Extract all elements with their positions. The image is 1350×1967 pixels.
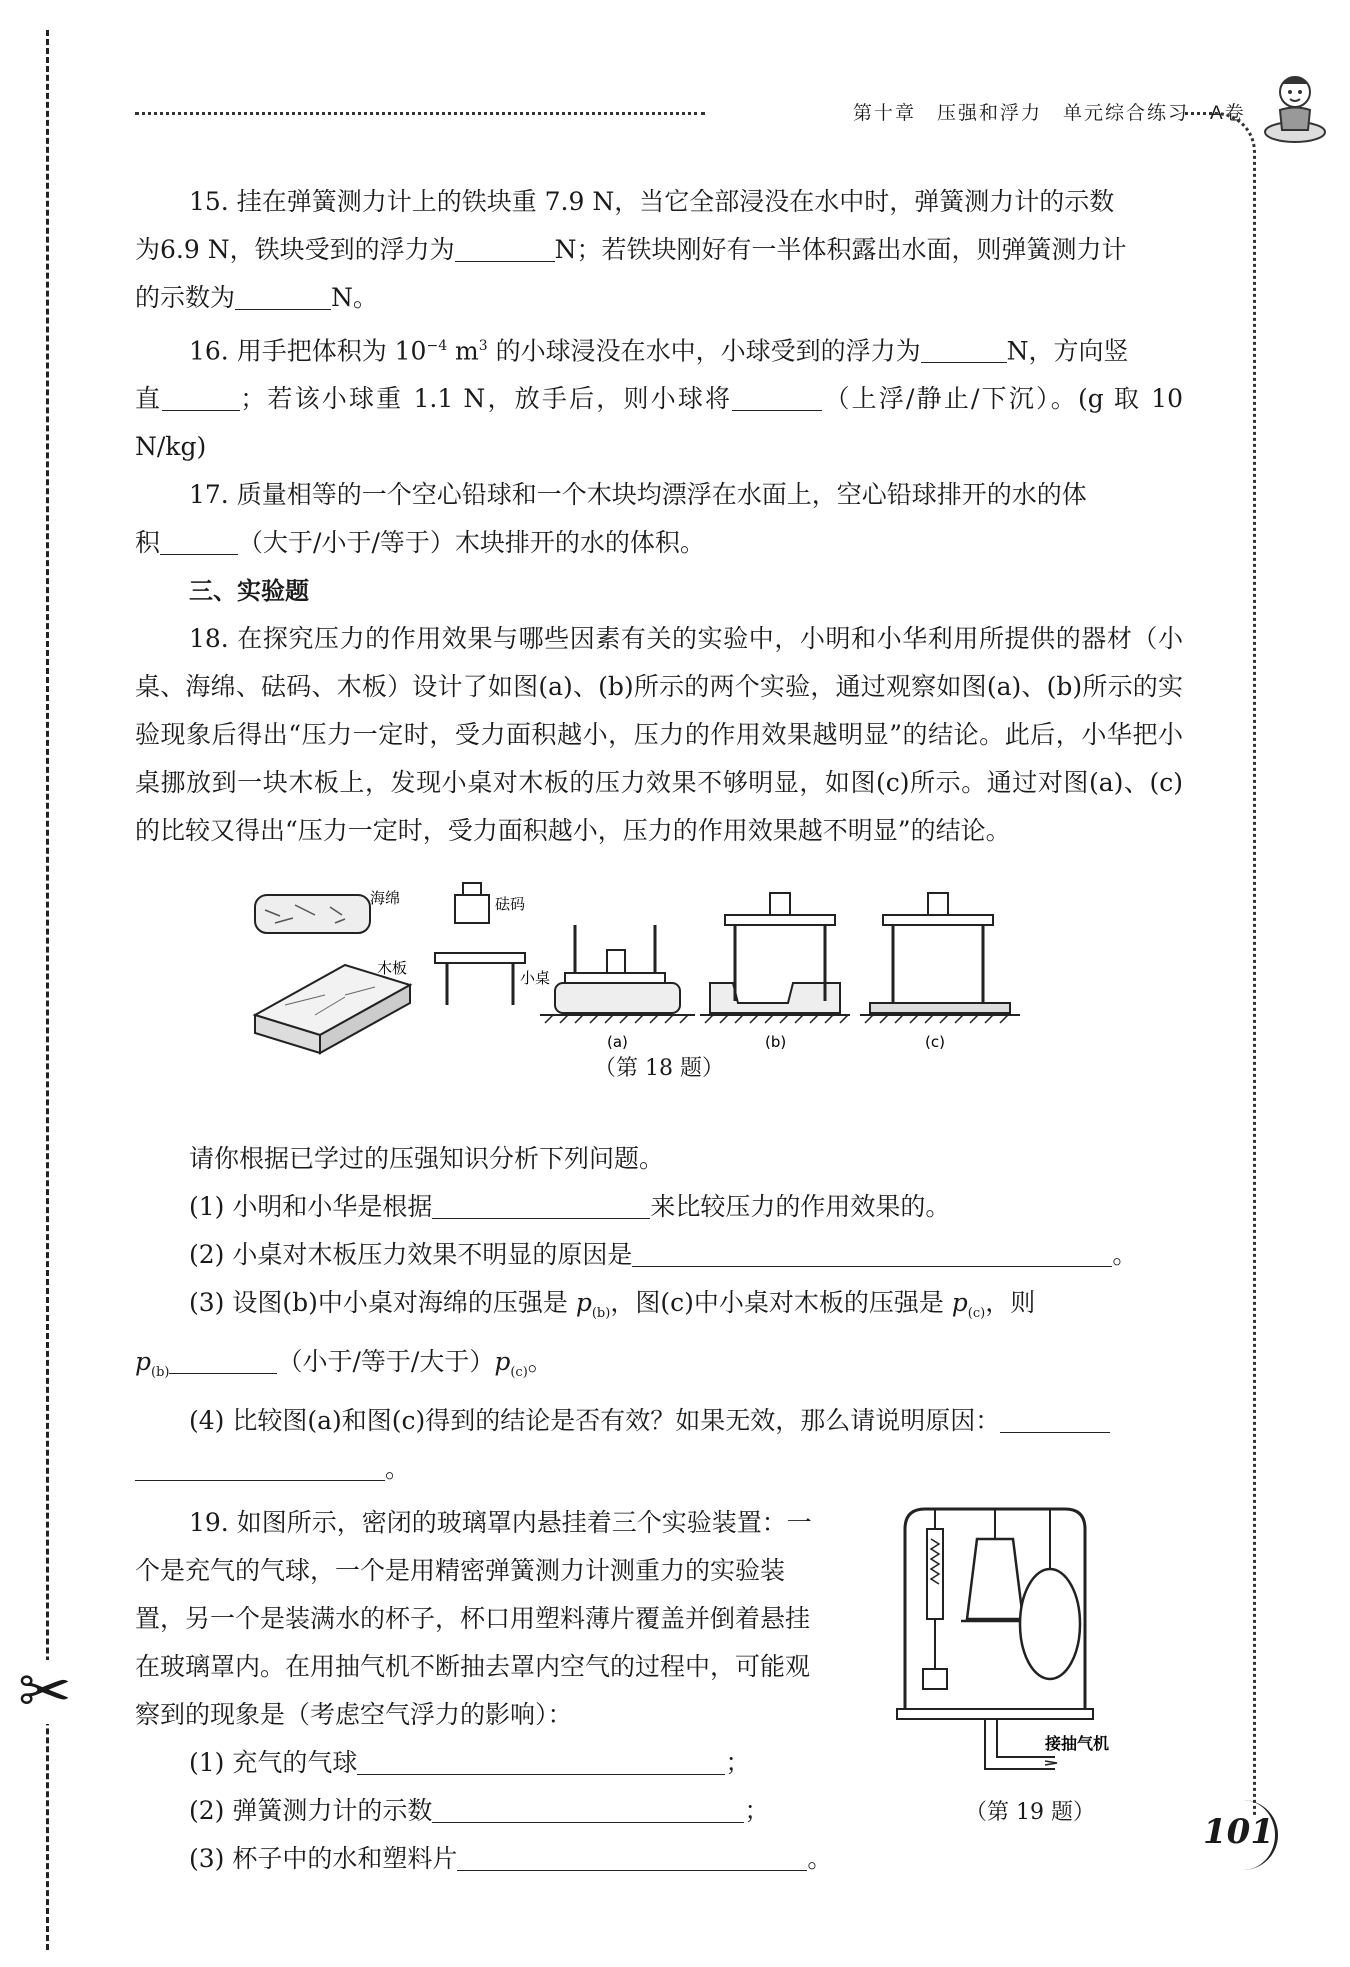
answer-blank[interactable] xyxy=(732,380,822,411)
q18-sub4-cont: 。 xyxy=(135,1445,1183,1493)
weight-top xyxy=(463,883,481,895)
fig-c-weight xyxy=(928,893,948,915)
q17-line2: 积 （大于/小于/等于）木块排开的水的体积。 xyxy=(135,519,1183,567)
jar-base xyxy=(897,1709,1093,1719)
fig-b-table-top xyxy=(725,915,835,925)
fig18-caption: （第 18 题） xyxy=(594,1056,724,1082)
q19-line2: 个是充气的气球，一个是用精密弹簧测力计测重力的实验装 xyxy=(135,1556,786,1586)
balloon xyxy=(1020,1569,1080,1679)
label-board: 木板 xyxy=(377,959,408,978)
fig19 xyxy=(895,1499,1165,1829)
label-table: 小桌 xyxy=(520,969,551,988)
label-pump: 接抽气机 xyxy=(1045,1734,1110,1754)
mascot-icon xyxy=(1260,70,1330,150)
q19-sub1: (1) 充气的气球 ； xyxy=(135,1739,929,1787)
label-a: (a) xyxy=(607,1033,628,1052)
q19-line4: 在玻璃罩内。在用抽气机不断抽去罩内空气的过程中，可能观 xyxy=(135,1652,811,1682)
section-title: 三、实验题 xyxy=(189,577,309,606)
answer-blank[interactable] xyxy=(169,1343,277,1374)
weight-block xyxy=(923,1669,947,1689)
right-dotted-border xyxy=(1185,112,1256,1815)
page-number-area xyxy=(1175,1800,1275,1870)
fig-c-table-top xyxy=(883,915,993,925)
q17-line1: 17. 质量相等的一个空心铅球和一个木块均漂浮在水面上，空心铅球排开的水的体 xyxy=(189,480,1087,510)
page-content xyxy=(135,178,1183,1883)
q18-sub3: (3) 设图(b)中小桌对海绵的压强是 $p_{(b)}$，图(c)中小桌对木板的压强是 $p_{(c)}$，则 xyxy=(189,1288,1036,1322)
answer-blank[interactable] xyxy=(160,524,238,555)
q16-line2: 直 ；若该小球重 1.1 N，放手后，则小球将 （上浮/静止/下沉）。(g 取 10 N/kg) xyxy=(135,375,1183,471)
fig19-caption: （第 19 题） xyxy=(965,1800,1095,1826)
fig18 xyxy=(135,865,1183,1165)
q19-line5: 察到的现象是（考虑空气浮力的影响）： xyxy=(135,1700,573,1730)
answer-blank[interactable] xyxy=(235,279,331,310)
answer-blank[interactable] xyxy=(432,1188,650,1219)
q18-sub2: (2) 小桌对木板压力效果不明显的原因是 。 xyxy=(135,1231,1183,1279)
q19-sub3: (3) 杯子中的水和塑料片 。 xyxy=(135,1835,929,1883)
fig-c-board xyxy=(870,1003,1010,1013)
q15-line1: 15. 挂在弹簧测力计上的铁块重 7.9 N，当它全部浸没在水中时，弹簧测力计的示数 xyxy=(189,187,1115,216)
label-b: (b) xyxy=(765,1033,787,1052)
q18-sub4: (4) 比较图(a)和图(c)得到的结论是否有效？如果无效，那么请说明原因： xyxy=(135,1397,1183,1445)
answer-blank[interactable] xyxy=(455,231,555,262)
page-header xyxy=(135,98,1255,138)
table-top xyxy=(435,953,525,963)
fig-a-hatch xyxy=(545,1015,688,1023)
q18-intro: 请你根据已学过的压强知识分析下列问题。 xyxy=(189,1144,665,1174)
fig-b-weight xyxy=(770,893,790,915)
answer-blank[interactable] xyxy=(632,1236,1112,1267)
q19-line1: 19. 如图所示，密闭的玻璃罩内悬挂着三个实验装置：一 xyxy=(189,1508,812,1538)
answer-blank[interactable] xyxy=(921,332,1007,363)
fig-a-sponge xyxy=(555,983,680,1013)
q18-sub1: (1) 小明和小华是根据 来比较压力的作用效果的。 xyxy=(135,1183,1183,1231)
q15-line2: 为6.9 N，铁块受到的浮力为 N；若铁块刚好有一半体积露出水面，则弹簧测力计 xyxy=(135,226,1183,274)
q19 xyxy=(135,1499,1183,1883)
weight-body xyxy=(455,895,489,923)
answer-blank[interactable] xyxy=(135,1450,385,1481)
q18-sub3-cont: $p_{(b)}$ （小于/等于/大于）$p_{(c)}$。 xyxy=(135,1338,1183,1397)
scissors-icon: ✂ xyxy=(18,1655,72,1729)
answer-blank[interactable] xyxy=(162,380,240,411)
header-dotted-rule xyxy=(135,112,705,115)
answer-blank[interactable] xyxy=(357,1744,725,1775)
label-sponge: 海绵 xyxy=(370,889,401,908)
fig-a-table-top xyxy=(565,973,665,983)
arrow-icon xyxy=(1045,1761,1057,1765)
label-weight: 砝码 xyxy=(495,895,526,914)
q19-sub2: (2) 弹簧测力计的示数 ； xyxy=(135,1787,929,1835)
fig-c-hatch xyxy=(865,1015,1008,1023)
q15-line3: 的示数为 N。 xyxy=(135,274,1183,322)
q16-line1: 16. 用手把体积为 $10^{-4}$ $m^3$ 的小球浸没在水中，小球受到的浮力为 N，方向竖 xyxy=(135,322,1183,375)
answer-blank[interactable] xyxy=(457,1840,807,1871)
fig-b-sponge xyxy=(710,983,840,1013)
page-number: 101 xyxy=(1203,1812,1274,1852)
fig-a-weight xyxy=(607,950,625,973)
answer-blank[interactable] xyxy=(1000,1402,1110,1433)
fig19-diagram xyxy=(895,1499,1165,1799)
fig-b-hatch xyxy=(705,1015,848,1023)
q18-text: 18. 在探究压力的作用效果与哪些因素有关的实验中，小明和小华利用所提供的器材（小桌、海绵、砝码、木板）设计了如图(a)、(b)所示的两个实验，通过观察如图(a)、(b)所示的实验现象后得出“压力一定时，受力面积越小，压力的作用效果越明显”的结论。此后，小华把小桌挪放到一块木板上，发现小桌对木板的压力效果不够明显，如图(c)所示。通过对图(a)、(c)的比较又得出“压力一定时，受力面积越小，压力的作用效果越不明显”的结论。 xyxy=(135,624,1183,846)
answer-blank[interactable] xyxy=(432,1792,744,1823)
label-c: (c) xyxy=(925,1033,945,1052)
spring-scale xyxy=(927,1529,943,1619)
header-title: 第十章 压强和浮力 单元综合练习 A卷 xyxy=(853,103,1246,124)
q19-line3: 置，另一个是装满水的杯子，杯口用塑料薄片覆盖并倒着悬挂 xyxy=(135,1604,811,1634)
inverted-cup xyxy=(967,1539,1023,1619)
